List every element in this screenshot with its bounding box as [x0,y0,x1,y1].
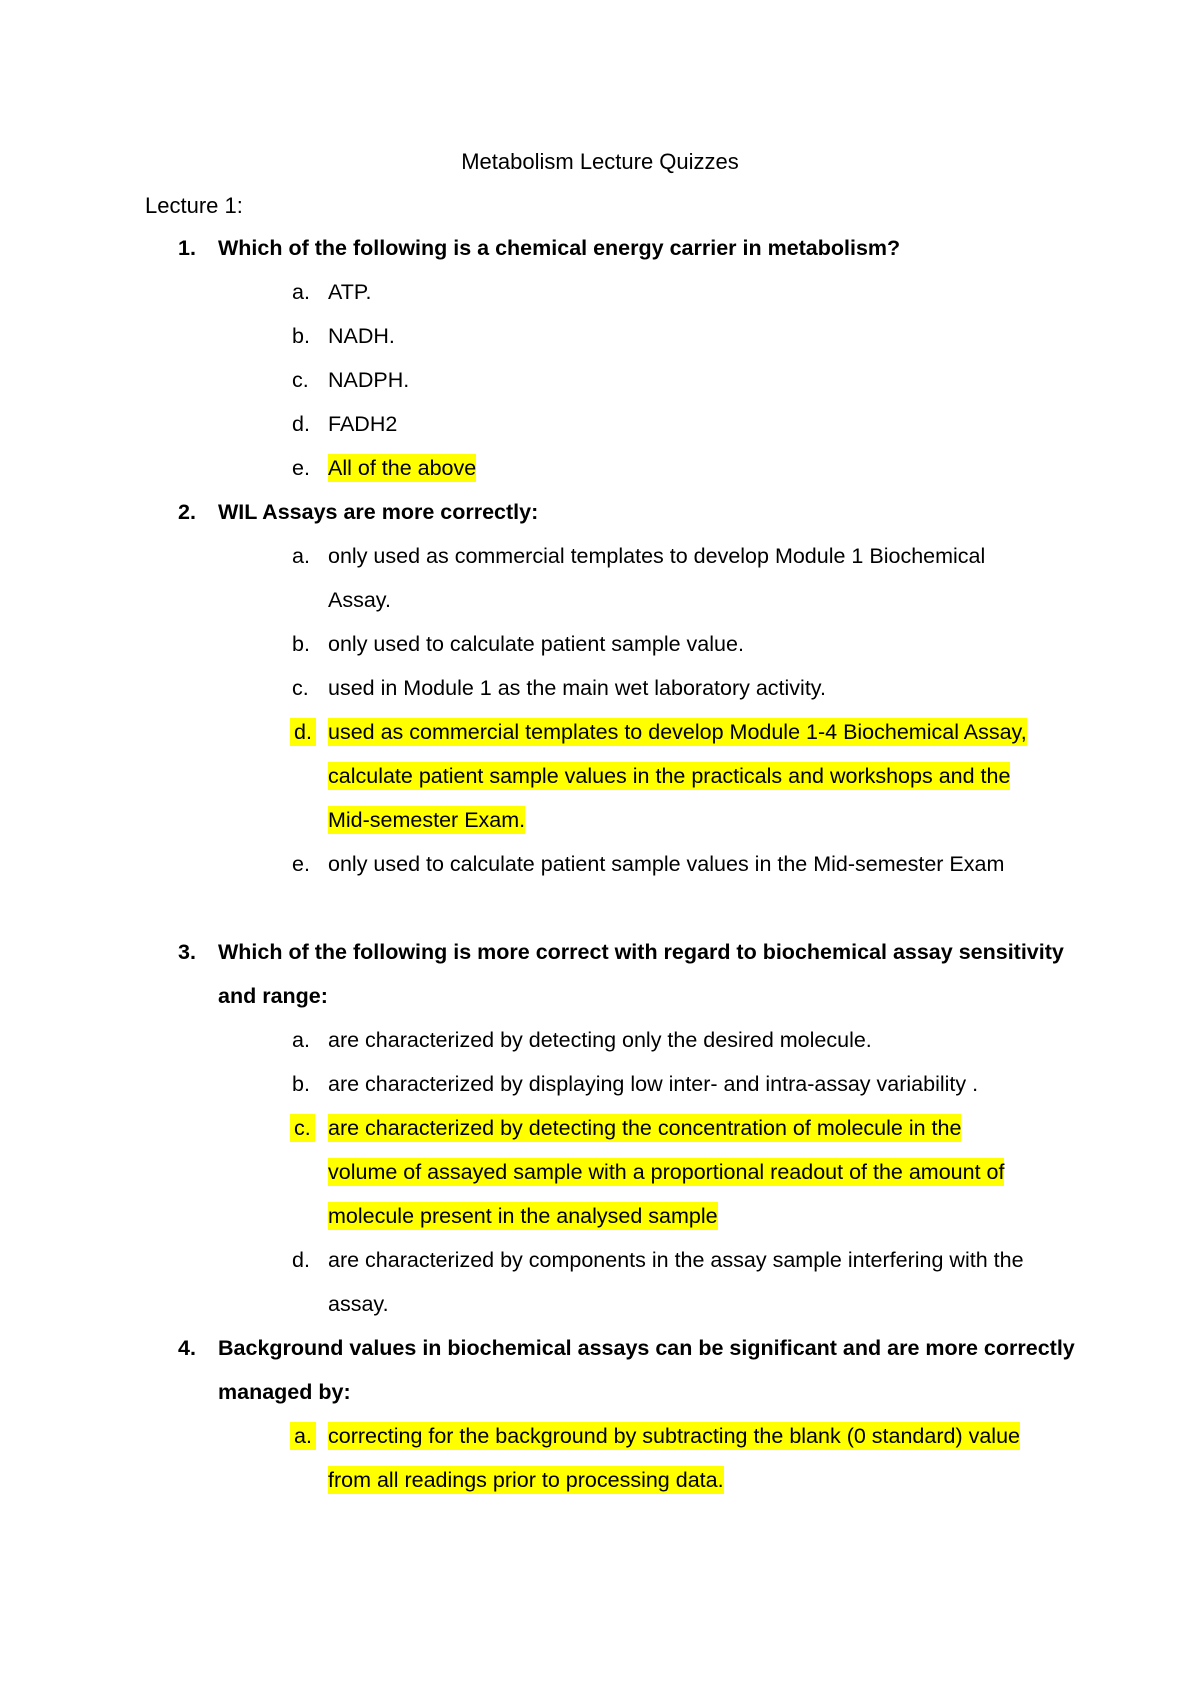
question-text: Background values in biochemical assays can be significant and are more correctly [218,1336,1075,1360]
option-letter: b. [292,632,310,656]
option-text: only used to calculate patient sample values in the Mid-semester Exam [328,852,1005,876]
option-letter: a. [292,544,310,568]
question-number: 3. [178,940,196,964]
option-letter: a. [292,1028,310,1052]
correct-answer-text-continued: Mid-semester Exam. [328,808,526,832]
option-letter: d. [292,412,310,436]
document-title: Metabolism Lecture Quizzes [461,149,739,174]
option-letter: b. [292,1072,310,1096]
option-text: only used as commercial templates to develop Module 1 Biochemical [328,544,986,568]
correct-answer-text-continued: from all readings prior to processing data. [328,1468,724,1492]
option-text-continued: Assay. [328,588,391,612]
option-text-continued: assay. [328,1292,389,1316]
question-text: Which of the following is more correct with regard to biochemical assay sensitivity [218,940,1064,964]
option-text: only used to calculate patient sample value. [328,632,744,656]
option-text: are characterized by detecting only the desired molecule. [328,1028,872,1052]
option-letter: c. [292,368,309,392]
section-heading: Lecture 1: [145,193,243,218]
correct-answer-text: All of the above [328,456,477,480]
question-text-continued: managed by: [218,1380,351,1404]
correct-answer-text: are characterized by detecting the concentration of molecule in the [328,1116,962,1140]
option-letter: a. [292,280,310,304]
correct-answer-text: used as commercial templates to develop Module 1-4 Biochemical Assay, [328,720,1027,744]
option-text: NADPH. [328,368,410,392]
option-text: NADH. [328,324,395,348]
correct-answer-text-continued: volume of assayed sample with a proportional readout of the amount of [328,1160,1005,1184]
option-letter: e. [292,456,310,480]
option-text: FADH2 [328,412,398,436]
correct-answer-letter: c. [290,1114,315,1142]
question-number: 1. [178,236,196,260]
option-text: ATP. [328,280,372,304]
question-text: Which of the following is a chemical energy carrier in metabolism? [218,236,901,260]
question-text-continued: and range: [218,984,328,1008]
correct-answer-text-continued: calculate patient sample values in the practicals and workshops and the [328,764,1011,788]
option-text: are characterized by displaying low inter- and intra-assay variability . [328,1072,979,1096]
option-letter: e. [292,852,310,876]
option-letter: b. [292,324,310,348]
option-letter: d. [292,1248,310,1272]
correct-answer-letter: a. [290,1422,316,1450]
correct-answer-text: correcting for the background by subtracting the blank (0 standard) value [328,1424,1020,1448]
question-text: WIL Assays are more correctly: [218,500,539,524]
question-number: 2. [178,500,196,524]
option-text: are characterized by components in the assay sample interfering with the [328,1248,1024,1272]
option-text: used in Module 1 as the main wet laboratory activity. [328,676,826,700]
correct-answer-letter: d. [290,718,316,746]
question-number: 4. [178,1336,196,1360]
option-letter: c. [292,676,309,700]
correct-answer-text-continued: molecule present in the analysed sample [328,1204,718,1228]
